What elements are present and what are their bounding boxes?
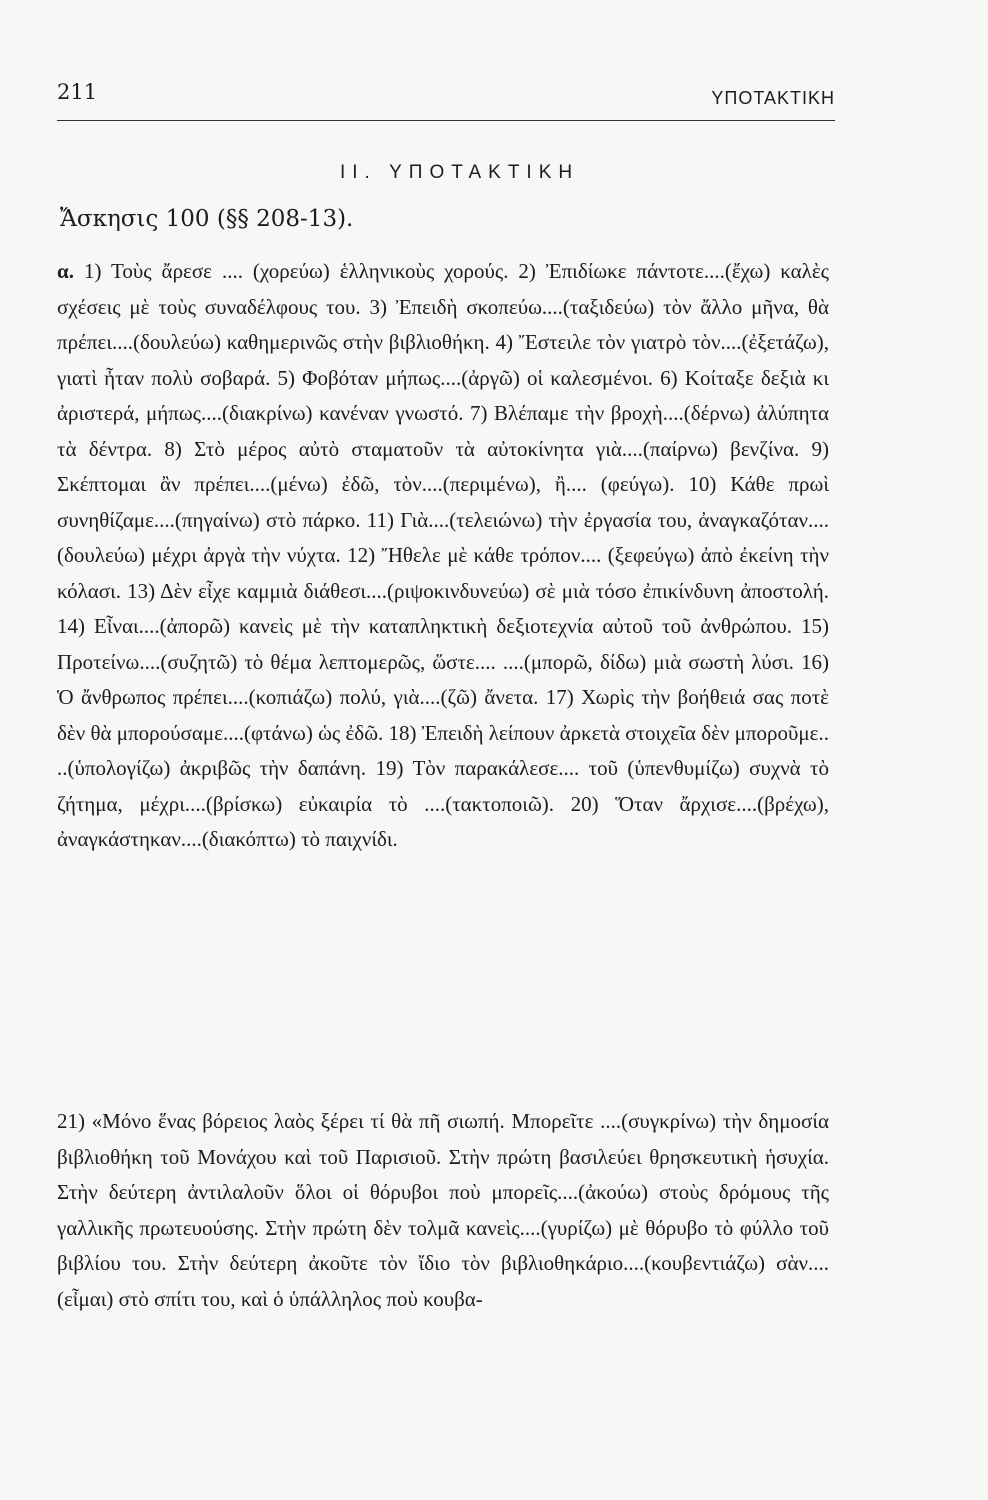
running-head [57, 80, 835, 120]
exercise-passage-21: 21) «Μόνο ἕνας βόρειος λαὸς ξέρει τί θὰ πῆ σιωπή. Μπορεῖτε ....(συγκρίνω) τὴν δημοσία βιβλιοθήκη τοῦ Μονάχου καὶ τοῦ Παρισιοῦ. Στὴν πρώτη βασιλεύει θρησκευτικὴ ἡσυχία. Στὴν δεύτερη ἀντιλαλοῦν ὅλοι οἱ θόρυβοι ποὺ μπορεῖς....(ἀκούω) στοὺς δρόμους τῆς γαλλικῆς πρωτευούσης. Στὴν πρώτη δὲν τολμᾶ κανεὶς....(γυρίζω) μὲ θόρυβο τὸ φύλλο τοῦ βιβλίου του. Στὴν δεύτερη ἀκοῦτε τὸν ἴδιο τὸν βιβλιοθηκάριο....(κουβεντιάζω) σὰν....(εἶμαι) στὸ σπίτι του, καὶ ὁ ὑπάλληλος ποὺ κουβα- [57, 1109, 829, 1311]
page-number: 211 [57, 80, 98, 104]
running-title: ΥΠΟΤΑΚΤΙΚΗ [711, 88, 835, 108]
part-label: α. [57, 259, 74, 283]
exercise-text-part-a [57, 254, 829, 858]
section-title: II. ΥΠΟΤΑΚΤΙΚΗ [340, 162, 580, 183]
header-rule [57, 120, 835, 121]
exercise-heading: Ἄσκησις 100 (§§ 208-13). [60, 206, 354, 232]
exercise-sentences: 1) Τοὺς ἄρεσε .... (χορεύω) ἑλληνικοὺς χορούς. 2) Ἐπιδίωκε πάντοτε....(ἔχω) καλὲς σχέσεις μὲ τοὺς συναδέλφους του. 3) Ἐπειδὴ σκοπεύω....(ταξιδεύω) τὸν ἄλλο μῆνα, θὰ πρέπει....(δουλεύω) καθημερινῶς στὴν βιβλιοθήκη. 4) Ἔστειλε τὸν γιατρὸ τὸν....(ἐξετάζω), γιατὶ ἦταν πολὺ σοβαρά. 5) Φοβόταν μήπως....(ἀργῶ) οἱ καλεσμένοι. 6) Κοίταξε δεξιὰ κι ἀριστερά, μήπως....(διακρίνω) κανέναν γνωστό. 7) Βλέπαμε τὴν βροχὴ....(δέρνω) ἀλύπητα τὰ δέντρα. 8) Στὸ μέρος αὐτὸ σταματοῦν τὰ αὐτοκίνητα γιὰ....(παίρνω) βενζίνα. 9) Σκέπτομαι ἂν πρέπει....(μένω) ἐδῶ, τὸν....(περιμένω), ἢ.... (φεύγω). 10) Κάθε πρωὶ συνηθίζαμε....(πηγαίνω) στὸ πάρκο. 11) Γιὰ....(τελειώνω) τὴν ἐργασία του, ἀναγκαζόταν....(δουλεύω) μέχρι ἀργὰ τὴν νύχτα. 12) Ἤθελε μὲ κάθε τρόπον.... (ξεφεύγω) ἀπὸ ἐκείνη τὴν κόλασι. 13) Δὲν εἶχε καμμιὰ διάθεσι....(ριψοκινδυνεύω) σὲ μιὰ τόσο ἐπικίνδυνη ἀποστολή. 14) Εἶναι....(ἀπορῶ) κανεὶς μὲ τὴν καταπληκτικὴ δεξιοτεχνία αὐτοῦ τοῦ ἀνθρώπου. 15) Προτείνω....(συζητῶ) τὸ θέμα λεπτομερῶς, ὥστε.... ....(μπορῶ, δίδω) μιὰ σωστὴ λύσι. 16) Ὁ ἄνθρωπος πρέπει....(κοπιάζω) πολύ, γιὰ....(ζῶ) ἄνετα. 17) Χωρὶς τὴν βοήθειά σας ποτὲ δὲν θὰ μπορούσαμε....(φτάνω) ὡς ἐδῶ. 18) Ἐπειδὴ λείπουν ἀρκετὰ στοιχεῖα δὲν μποροῦμε.. ..(ὑπολογίζω) ἀκριβῶς τὴν δαπάνη. 19) Τὸν παρακάλεσε.... τοῦ (ὑπενθυμίζω) συχνὰ τὸ ζήτημα, μέχρι....(βρίσκω) εὐκαιρία τὸ ....(τακτοποιῶ). 20) Ὅταν ἄρχισε....(βρέχω), ἀναγκάστηκαν....(διακόπτω) τὸ παιχνίδι. [57, 259, 829, 851]
